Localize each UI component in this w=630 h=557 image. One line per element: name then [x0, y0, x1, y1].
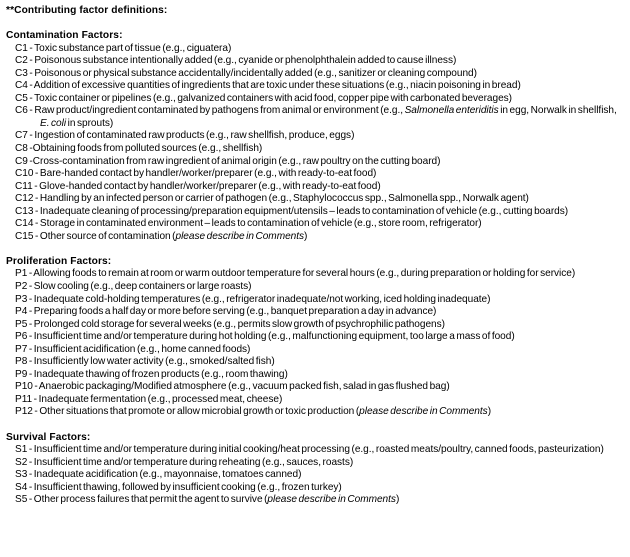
factor-text: Poisonous substance intentionally added (e.g., cyanide or phenolphthalein added to cause illness): [34, 55, 457, 67]
factor-code: C3: [15, 67, 28, 79]
factor-code: C12: [15, 193, 34, 205]
factor-text: ): [487, 406, 492, 418]
factor-code: C7: [15, 130, 28, 142]
factor-text: Insufficiently low water activity (e.g., smoked/salted fish): [33, 356, 275, 368]
factor-code: C5: [15, 92, 28, 104]
factor-text: in sprouts): [66, 117, 114, 129]
factor-text: ): [304, 230, 308, 242]
factor-item: C10 - Bare-handed contact by handler/worker/preparer (e.g., with ready-to-eat food): [15, 168, 377, 180]
factor-item: C3 - Poisonous or physical substance accidentally/incidentally added (e.g., sanitizer or cleaning compound): [15, 67, 477, 79]
factor-text: Allowing foods to remain at room or warm outdoor temperature for several hours (e.g., during preparation or holding for service): [33, 268, 576, 280]
factor-item: S3 - Inadequate acidification (e.g., mayonnaise, tomatoes canned): [15, 469, 302, 481]
factor-item: S4 - Insufficient thawing, followed by insufficient cooking (e.g., frozen turkey): [15, 481, 342, 493]
factor-code: S3: [15, 469, 28, 481]
section-heading: Survival Factors:: [6, 431, 91, 443]
factor-section: [0, 30, 630, 243]
factor-item: C15 - Other source of contamination (please describe in Comments): [15, 230, 308, 242]
factor-item: P11 - Inadequate fermentation (e.g., processed meat, cheese): [15, 393, 283, 405]
factor-item: P2 - Slow cooling (e.g., deep containers or large roasts): [15, 280, 252, 292]
section-spacer: [0, 243, 630, 256]
factor-text: Handling by an infected person or carrier of pathogen (e.g., Staphylococcus spp., Salmonella spp., Norwalk agent): [39, 193, 529, 205]
section-heading: Contamination Factors:: [6, 30, 123, 41]
factor-text-italic: please describe in Comments: [175, 230, 305, 242]
factor-text: Toxic substance part of tissue (e.g., ciguatera): [34, 42, 232, 54]
factor-code: P1: [15, 268, 28, 280]
factor-item: C7 - Ingestion of contaminated raw products (e.g., raw shellfish, produce, eggs): [15, 130, 355, 142]
factor-section: [0, 256, 630, 419]
factor-code: C8: [15, 142, 28, 154]
factor-item: C5 - Toxic container or pipelines (e.g., galvanized containers with acid food, copper pipe with carbonated beverages): [15, 92, 513, 104]
factor-text: Other situations that promote or allow microbial growth or toxic production (: [39, 406, 360, 418]
factor-text: Bare-handed contact by handler/worker/preparer (e.g., with ready-to-eat food): [39, 168, 377, 180]
factor-item: S1 - Insufficient time and/or temperature during initial cooking/heat processing (e.g., roasted meats/poultry, canned foods, pasteurization): [15, 444, 604, 456]
factor-text: Inadequate thawing of frozen products (e.g., room thawing): [33, 368, 288, 380]
factor-code: P9: [15, 368, 28, 380]
factor-sections: [0, 18, 630, 507]
factor-code: P11: [15, 393, 33, 405]
factor-text: Inadequate acidification (e.g., mayonnaise, tomatoes canned): [33, 469, 302, 481]
factor-text: Toxic container or pipelines (e.g., galvanized containers with acid food, copper pipe with carbonated beverages): [34, 92, 513, 104]
factor-list: [0, 43, 630, 244]
factor-item: P5 - Prolonged cold storage for several weeks (e.g., permits slow growth of psychrophilic pathogens): [15, 318, 445, 330]
factor-list: [0, 444, 630, 507]
factor-item: C1 - Toxic substance part of tissue (e.g., ciguatera): [15, 42, 232, 54]
factor-code: S5: [15, 494, 28, 506]
factor-code: P12: [15, 406, 33, 418]
factor-text-italic: Salmonella enteriditis: [404, 105, 499, 117]
factor-text: Insufficient thawing, followed by insufficient cooking (e.g., frozen turkey): [33, 481, 342, 493]
factor-item: P1 - Allowing foods to remain at room or warm outdoor temperature for several hours (e.g., during preparation or holding for service): [15, 268, 576, 280]
section-spacer: [0, 18, 630, 31]
factor-item: P8 - Insufficiently low water activity (e.g., smoked/salted fish): [15, 356, 275, 368]
factor-item: C14 - Storage in contaminated environment – leads to contamination of vehicle (e.g., store room, refrigerator): [15, 218, 482, 230]
factor-item: C6 - Raw product/ingredient contaminated by pathogens from animal or environment (e.g., Salmonella enteriditis in egg, Norwalk in shellfish, E. coli in sprouts): [15, 105, 617, 129]
factor-code: P2: [15, 280, 28, 292]
factor-text: Ingestion of contaminated raw products (e.g., raw shellfish, produce, eggs): [34, 130, 355, 142]
factor-text: Other process failures that permit the agent to survive (: [33, 494, 268, 506]
factor-item: P7 - Insufficient acidification (e.g., home canned foods): [15, 343, 251, 355]
factor-item: P6 - Insufficient time and/or temperature during hot holding (e.g., malfunctioning equipment, too large a mass of food): [15, 331, 515, 343]
factor-code: C6: [15, 105, 28, 117]
factor-code: C14: [15, 218, 34, 230]
factor-text: Inadequate cleaning of processing/preparation equipment/utensils – leads to contamination of vehicle (e.g., cutting boards): [39, 205, 569, 217]
factor-code: P3: [15, 293, 28, 305]
factor-text: Other source of contamination (: [39, 230, 176, 242]
factor-text-italic: please describe in Comments: [267, 494, 396, 506]
factor-item: S5 - Other process failures that permit the agent to survive (please describe in Comments): [15, 494, 400, 506]
factor-text: Prolonged cold storage for several weeks (e.g., permits slow growth of psychrophilic pathogens): [33, 318, 445, 330]
factor-code: C10: [15, 168, 34, 180]
page-title: **Contributing factor definitions:: [6, 5, 168, 16]
factor-code: C2: [15, 55, 28, 67]
section-spacer: [0, 419, 630, 432]
factor-text: Slow cooling (e.g., deep containers or large roasts): [33, 280, 252, 292]
factor-text: Anaerobic packaging/Modified atmosphere (e.g., vacuum packed fish, salad in gas flushed bag): [38, 381, 450, 393]
factor-code: P4: [15, 306, 28, 318]
factor-item: C4 - Addition of excessive quantities of ingredients that are toxic under these situations (e.g., niacin poisoning in bread): [15, 80, 521, 92]
factor-text: ): [395, 494, 400, 506]
factor-text: Insufficient acidification (e.g., home canned foods): [33, 343, 251, 355]
factor-item: C8 -Obtaining foods from polluted sources (e.g., shellfish): [15, 142, 263, 154]
factor-code: C15: [15, 230, 34, 242]
factor-code: C11: [15, 180, 33, 192]
factor-text: Addition of excessive quantities of ingredients that are toxic under these situations (e.g., niacin poisoning in bread): [33, 80, 521, 92]
factor-code: P8: [15, 356, 28, 368]
factor-code: S2: [15, 456, 28, 468]
factor-code: S4: [15, 481, 28, 493]
factor-text: Glove-handed contact by handler/worker/preparer (e.g., with ready-to-eat food): [39, 180, 381, 192]
factor-code: S1: [15, 444, 28, 456]
factor-code: P6: [15, 331, 28, 343]
factor-text: Cross-contamination from raw ingredient of animal origin (e.g., raw poultry on the cutting board): [32, 155, 441, 167]
factor-text: Preparing foods a half day or more before serving (e.g., banquet preparation a day in advance): [33, 306, 437, 318]
factor-text: Inadequate fermentation (e.g., processed meat, cheese): [38, 393, 283, 405]
factor-code: P10: [15, 381, 33, 393]
factor-code: C4: [15, 80, 28, 92]
factor-code: C9: [15, 155, 28, 167]
factor-item: P10 - Anaerobic packaging/Modified atmosphere (e.g., vacuum packed fish, salad in gas flushed bag): [15, 381, 450, 393]
factor-item: S2 - Insufficient time and/or temperature during reheating (e.g., sauces, roasts): [15, 456, 354, 468]
factor-text: Storage in contaminated environment – leads to contamination of vehicle (e.g., store room, refrigerator): [39, 218, 482, 230]
factor-text: in egg, Norwalk in shellfish,: [498, 105, 617, 117]
factor-item: P12 - Other situations that promote or allow microbial growth or toxic production (please describe in Comments): [15, 406, 492, 418]
factor-text: Insufficient time and/or temperature during hot holding (e.g., malfunctioning equipment, too large a mass of food): [33, 331, 515, 343]
factor-section: [0, 432, 630, 507]
factor-text: Poisonous or physical substance accidentally/incidentally added (e.g., sanitizer or cleaning compound): [34, 67, 477, 79]
factor-item: C13 - Inadequate cleaning of processing/preparation equipment/utensils – leads to contamination of vehicle (e.g., cutting boards): [15, 205, 569, 217]
factor-list: [0, 268, 630, 419]
factor-text: Insufficient time and/or temperature during initial cooking/heat processing (e.g., roasted meats/poultry, canned foods, pasteurization): [33, 444, 604, 456]
factor-code: C13: [15, 205, 34, 217]
factor-text: Inadequate cold-holding temperatures (e.g., refrigerator inadequate/not working, iced holding inadequate): [33, 293, 491, 305]
factor-item: C11 - Glove-handed contact by handler/worker/preparer (e.g., with ready-to-eat food): [15, 180, 381, 192]
factor-item: P3 - Inadequate cold-holding temperatures (e.g., refrigerator inadequate/not working, iced holding inadequate): [15, 293, 491, 305]
factor-item: C2 - Poisonous substance intentionally added (e.g., cyanide or phenolphthalein added to cause illness): [15, 55, 457, 67]
factor-text: Insufficient time and/or temperature during reheating (e.g., sauces, roasts): [33, 456, 354, 468]
section-heading: Proliferation Factors:: [6, 255, 112, 267]
factor-text: Obtaining foods from polluted sources (e.g., shellfish): [32, 142, 263, 154]
factor-text-italic: please describe in Comments: [359, 406, 488, 418]
factor-code: C1: [15, 42, 28, 54]
factor-item: C9 -Cross-contamination from raw ingredient of animal origin (e.g., raw poultry on the cutting board): [15, 155, 441, 167]
factor-text: Raw product/ingredient contaminated by pathogens from animal or environment (e.g.,: [34, 105, 405, 117]
factor-code: P5: [15, 318, 28, 330]
factor-item: P9 - Inadequate thawing of frozen products (e.g., room thawing): [15, 368, 288, 380]
factor-text-italic: E. coli: [40, 117, 67, 129]
factor-item: C12 - Handling by an infected person or carrier of pathogen (e.g., Staphylococcus spp., Salmonella spp., Norwalk agent): [15, 193, 529, 205]
factor-code: P7: [15, 343, 28, 355]
factor-item: P4 - Preparing foods a half day or more before serving (e.g., banquet preparation a day in advance): [15, 306, 437, 318]
